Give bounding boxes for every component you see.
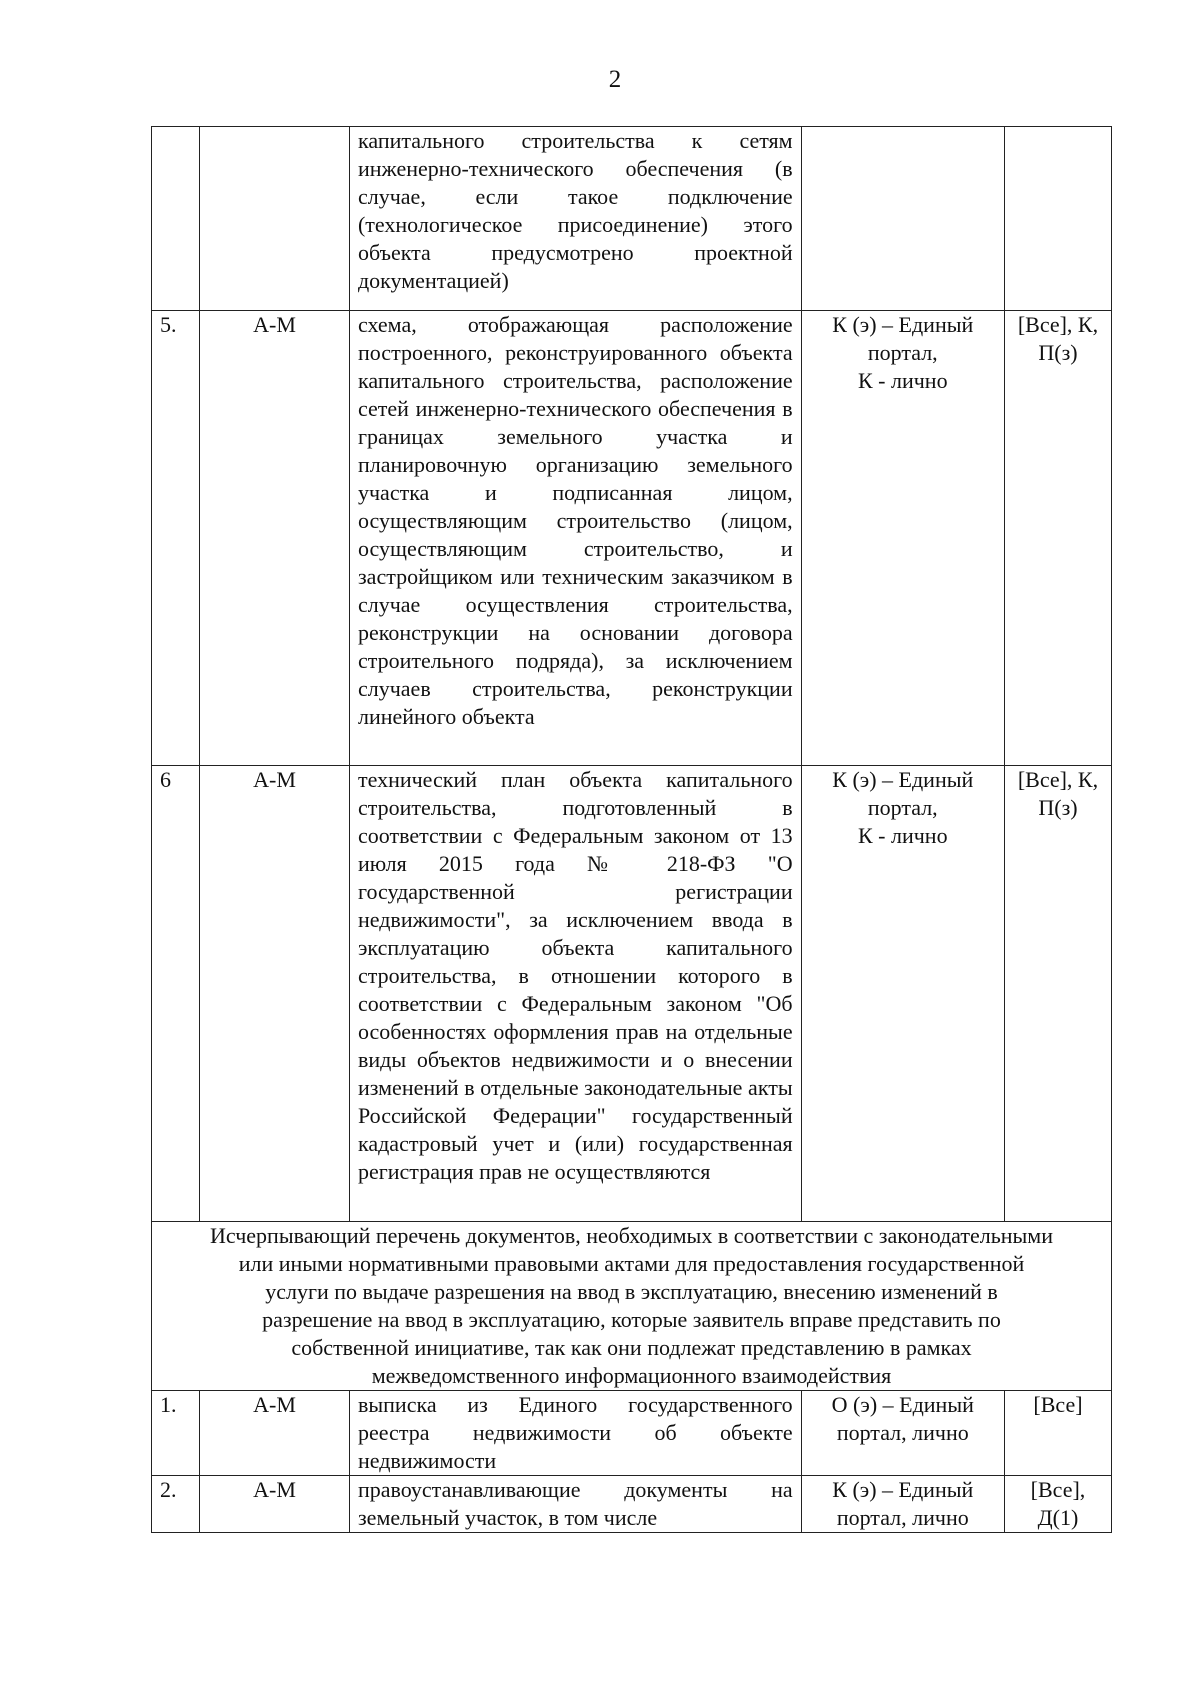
row-code: А-М (200, 311, 350, 766)
method-line: К - лично (857, 823, 948, 848)
section-heading-line: услуги по выдаче разрешения на ввод в эксплуатацию, внесению изменений в (265, 1279, 998, 1304)
method-line: К (э) – Единый (832, 312, 974, 337)
row-code: А-М (200, 766, 350, 1222)
section-heading-line: Исчерпывающий перечень документов, необходимых в соответствии с законодательными (210, 1223, 1053, 1248)
table-row (152, 1476, 1112, 1533)
row-method (801, 127, 1004, 311)
row-code: А-М (200, 1391, 350, 1476)
section-heading-line: межведомственного информационного взаимодействия (371, 1363, 892, 1388)
table-row (152, 127, 1112, 311)
row-description: выписка из Единого государственного реестра недвижимости об объекте недвижимости (349, 1391, 801, 1476)
scope-line: [Все], К, (1017, 767, 1099, 792)
row-method (801, 766, 1004, 1222)
scope-line: П(з) (1038, 340, 1078, 365)
row-scope (1004, 311, 1111, 766)
method-line: портал, (867, 795, 938, 820)
section-heading-line: разрешение на ввод в эксплуатацию, которые заявитель вправе представить по (262, 1307, 1001, 1332)
section-heading-row (152, 1222, 1112, 1391)
row-code: А-М (200, 1476, 350, 1533)
row-scope (1004, 1476, 1111, 1533)
method-line: портал, лично (836, 1420, 969, 1445)
row-description: технический план объекта капитального строительства, подготовленный в соответствии с Федеральным законом от 13 июля 2015 года № 218-ФЗ "О государственной регистрации недвижимости", за исключением ввода в эксплуатацию объекта капитального строительства, в отношении которого в соответствии с Федеральным законом "Об особенностях оформления прав на отдельные виды объектов недвижимости и о внесении изменений в отдельные законодательные акты Российской Федерации" государственный кадастровый учет и (или) государственная регистрация прав не осуществляются (349, 766, 801, 1222)
scope-line: [Все] (1033, 1392, 1083, 1417)
row-number: 1. (152, 1391, 200, 1476)
row-number (152, 127, 200, 311)
method-line: К (э) – Единый (832, 1477, 974, 1502)
row-scope (1004, 766, 1111, 1222)
table-row (152, 1391, 1112, 1476)
method-line: портал, лично (836, 1505, 969, 1530)
method-line: О (э) – Единый (831, 1392, 974, 1417)
method-line: К (э) – Единый (832, 767, 974, 792)
method-line: К - лично (857, 368, 948, 393)
scope-line: [Все], К, (1017, 312, 1099, 337)
row-number: 6 (152, 766, 200, 1222)
scope-line: П(з) (1038, 795, 1078, 820)
row-description: капитального строительства к сетям инженерно-технического обеспечения (в случае, если такое подключение (технологическое присоединение) этого объекта предусмотрено проектной документацией) (349, 127, 801, 311)
row-code (200, 127, 350, 311)
scope-line: [Все], (1030, 1477, 1086, 1502)
row-description: правоустанавливающие документы на земельный участок, в том числе (349, 1476, 801, 1533)
row-number: 2. (152, 1476, 200, 1533)
section-heading-line: собственной инициативе, так как они подлежат представлению в рамках (291, 1335, 972, 1360)
row-number: 5. (152, 311, 200, 766)
row-method (801, 1476, 1004, 1533)
documents-table (151, 126, 1112, 1533)
row-method (801, 1391, 1004, 1476)
row-scope (1004, 1391, 1111, 1476)
table-row (152, 311, 1112, 766)
method-line: портал, (867, 340, 938, 365)
scope-line: Д(1) (1037, 1505, 1079, 1530)
table-row (152, 766, 1112, 1222)
section-heading (152, 1222, 1112, 1391)
row-scope (1004, 127, 1111, 311)
page-number: 2 (608, 66, 622, 93)
row-description: схема, отображающая расположение построенного, реконструированного объекта капитального строительства, расположение сетей инженерно-технического обеспечения в границах земельного участка и планировочную организацию земельного участка и подписанная лицом, осуществляющим строительство (лицом, осуществляющим строительство, и застройщиком или техническим заказчиком в случае осуществления строительства, реконструкции на основании договора строительного подряда), за исключением случаев строительства, реконструкции линейного объекта (349, 311, 801, 766)
row-method (801, 311, 1004, 766)
section-heading-line: или иными нормативными правовыми актами для предоставления государственной (238, 1251, 1025, 1276)
